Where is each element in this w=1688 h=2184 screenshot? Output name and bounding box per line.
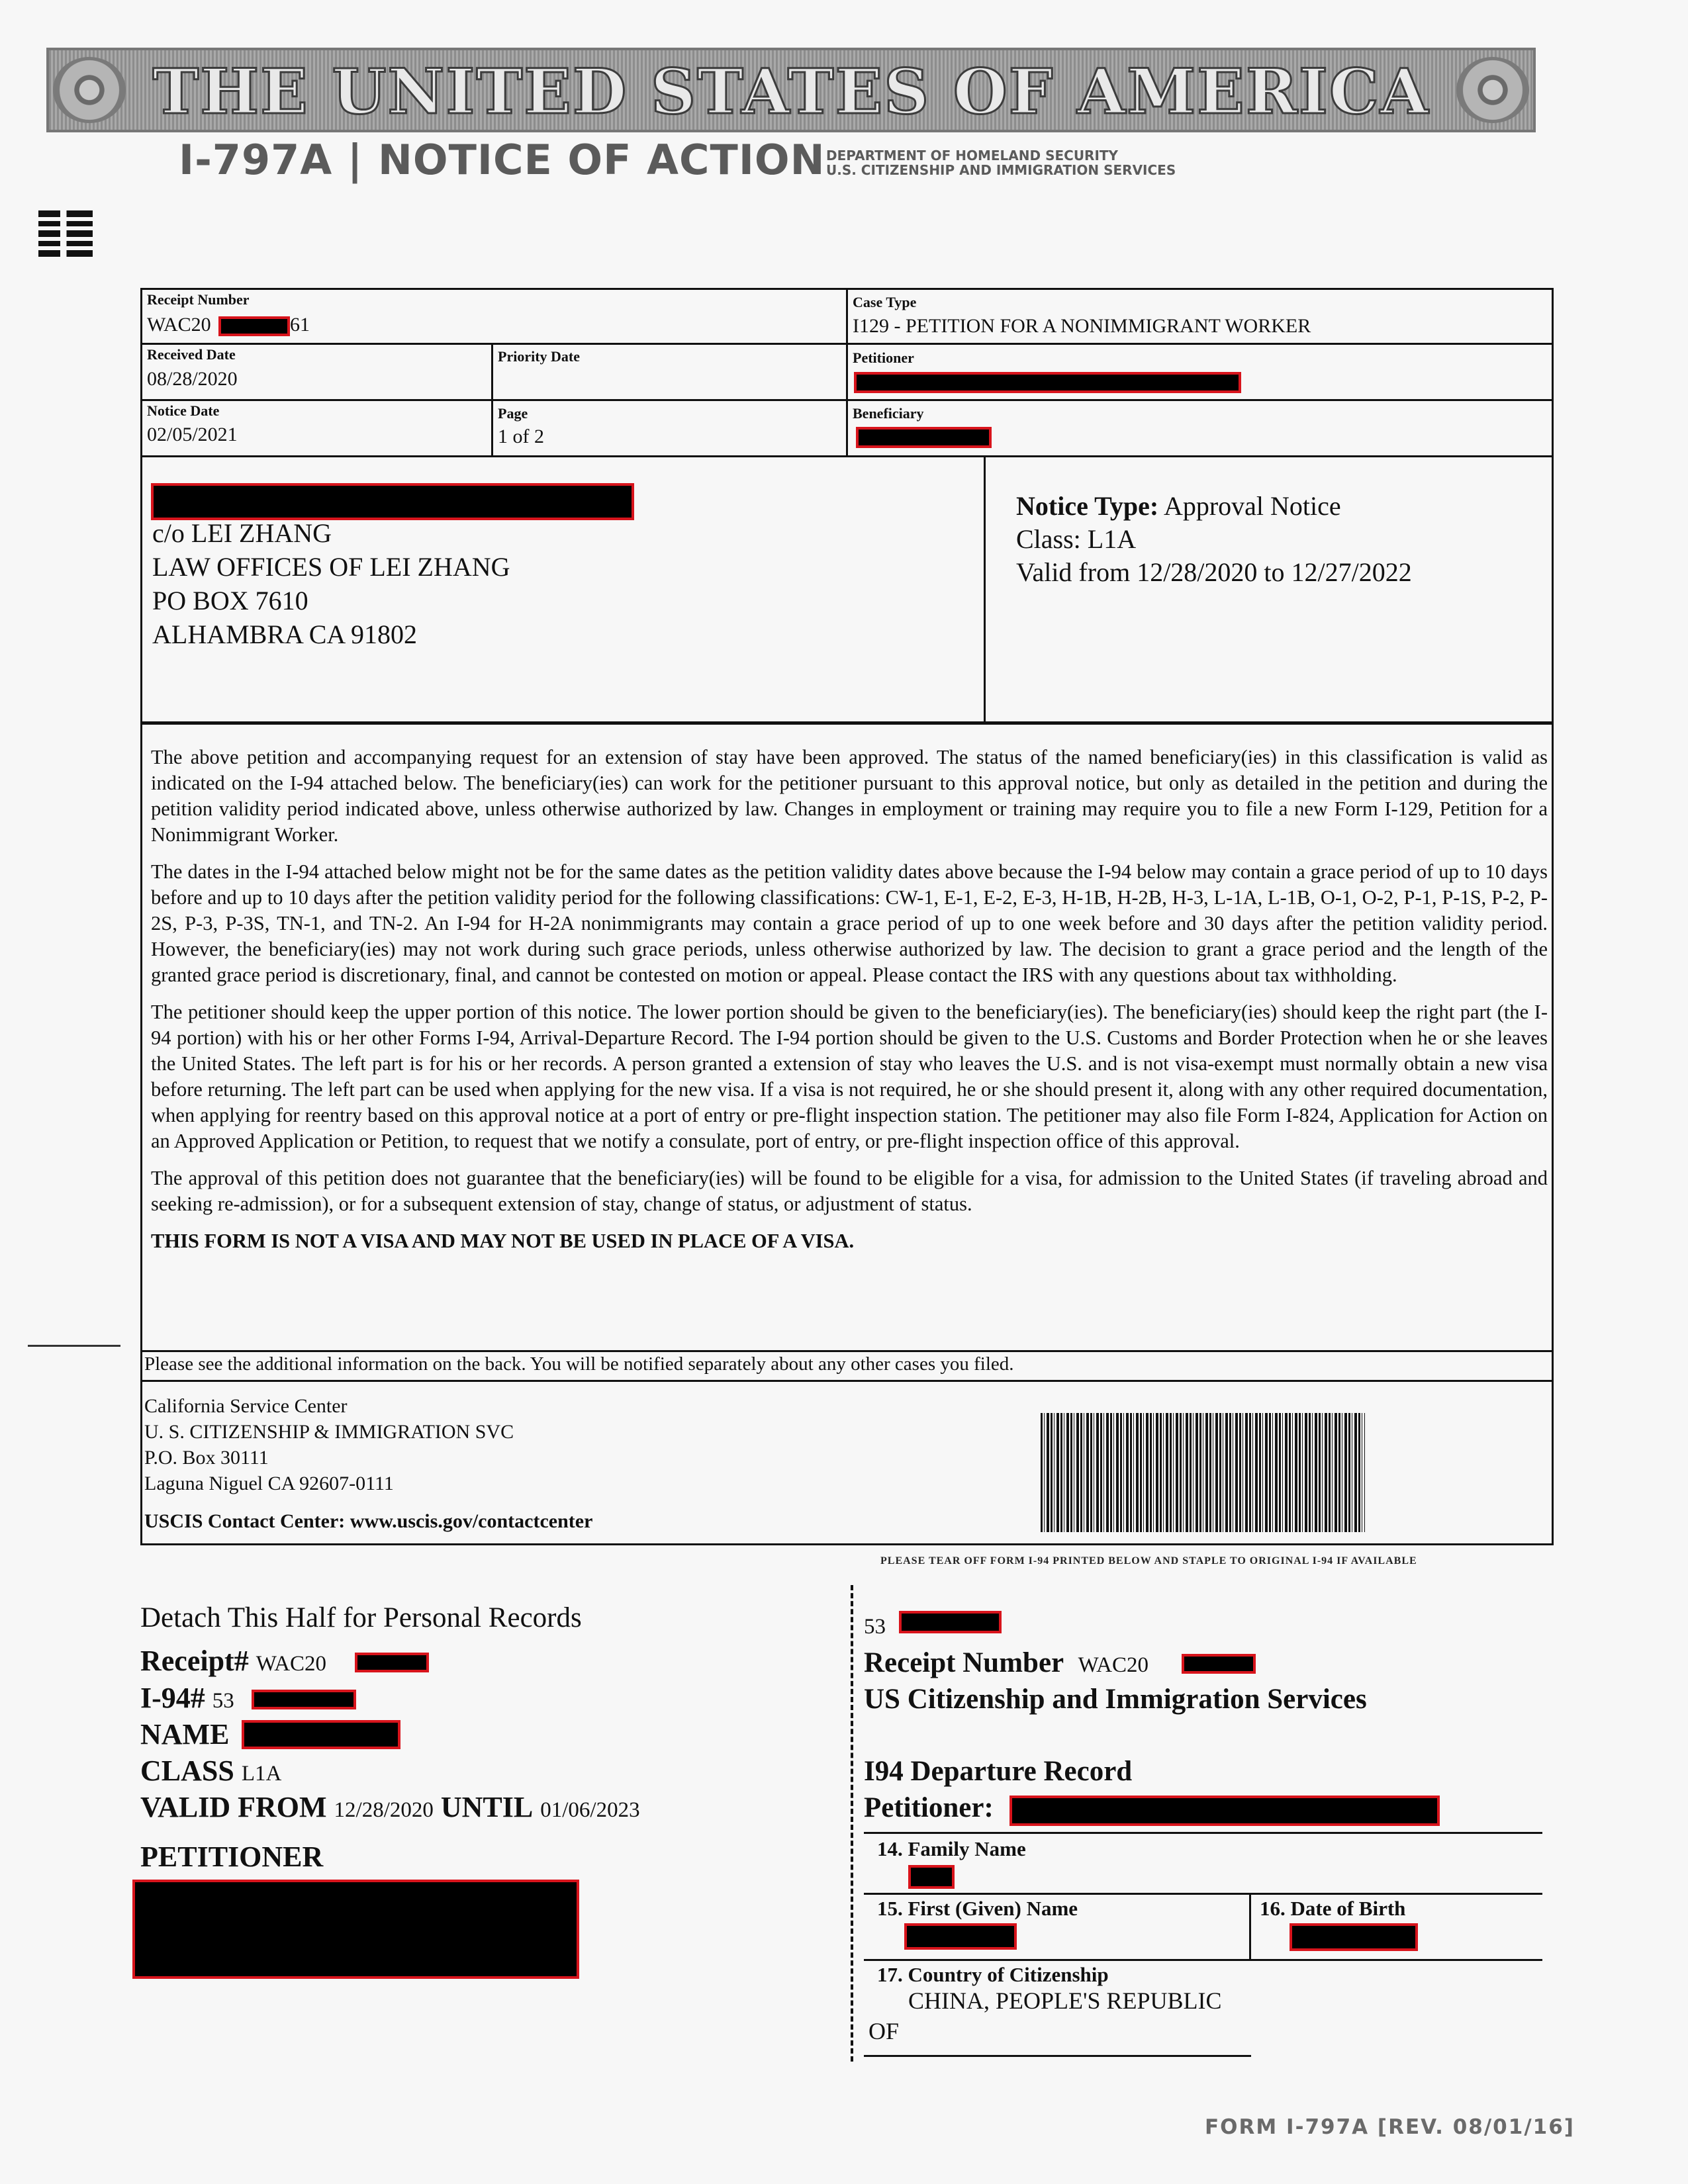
mailing-address: c/o LEI ZHANG LAW OFFICES OF LEI ZHANG PO BOX 7610 ALHAMBRA CA 91802	[152, 518, 510, 649]
redacted-stub-i94	[252, 1690, 356, 1709]
receipt-number-prefix: WAC20	[147, 314, 211, 336]
redacted-i94-number	[899, 1611, 1002, 1633]
dob-label: 16. Date of Birth	[1260, 1897, 1406, 1920]
i94-petitioner-label: Petitioner:	[864, 1792, 994, 1823]
notice-date-label: Notice Date	[147, 402, 220, 419]
service-center-address: California Service Center U. S. CITIZENSHIP & IMMIGRATION SVC P.O. Box 30111 Laguna Niguel CA 92607-0111	[144, 1395, 514, 1494]
redacted-i94-receipt	[1182, 1654, 1256, 1674]
family-name-label: 14. Family Name	[877, 1837, 1026, 1860]
contact-center: USCIS Contact Center: www.uscis.gov/contactcenter	[144, 1510, 593, 1532]
i94-receipt: Receipt Number WAC20	[864, 1647, 1149, 1678]
redacted-family-name	[908, 1865, 955, 1889]
page-number: 1 of 2	[498, 426, 544, 447]
received-date: 08/28/2020	[147, 368, 238, 390]
additional-info: Please see the additional information on the back. You will be notified separately about any other cases you filed.	[144, 1353, 1014, 1375]
form-title: I-797A | NOTICE OF ACTION	[179, 136, 825, 184]
stub-class: CLASS L1A	[140, 1754, 282, 1787]
priority-date-label: Priority Date	[498, 348, 580, 365]
datamatrix-code	[38, 206, 93, 257]
stub-i94: I-94# 53	[140, 1682, 234, 1714]
redacted-addressee	[151, 483, 634, 520]
stub-name-label: NAME	[140, 1718, 230, 1751]
barcode	[1041, 1413, 1365, 1532]
received-date-label: Received Date	[147, 346, 236, 363]
redacted-first-name	[904, 1923, 1017, 1950]
i94-record-title: I94 Departure Record	[864, 1756, 1133, 1787]
first-name-label: 15. First (Given) Name	[877, 1897, 1078, 1920]
country-line1: CHINA, PEOPLE'S REPUBLIC	[908, 1987, 1222, 2014]
country-line2: OF	[868, 2018, 900, 2044]
country-label: 17. Country of Citizenship	[877, 1963, 1109, 1986]
redacted-dob	[1289, 1923, 1418, 1951]
redacted-beneficiary	[856, 427, 992, 448]
redacted-i94-petitioner	[1009, 1796, 1440, 1826]
banner-title: THE UNITED STATES OF AMERICA	[152, 56, 1430, 128]
notice-date: 02/05/2021	[147, 424, 238, 445]
petitioner-label: Petitioner	[853, 349, 914, 366]
case-type: I129 - PETITION FOR A NONIMMIGRANT WORKER	[853, 315, 1311, 337]
redacted-petitioner	[854, 372, 1241, 393]
approval-terms: The above petition and accompanying request for an extension of stay have been approved. The status of the named beneficiary(ies) in this classification is valid as indicated on the I-94 attached below. The beneficiary(ies) can work for the petitioner pursuant to this approval notice, but only as detailed in the petition and during the petition validity period indicated above, unless otherwise authorized by law. Changes in employment or training may require you to file a new Form I-129, Petition for a Nonimmigrant Worker. The dates in the I-94 attached below might not be for the same dates as the petition validity dates above because the I-94 below may contain a grace period of up to 10 days before and up to 10 days after the petition validity period for the following classifications: CW-1, E-1, E-2, E-3, H-1B, H-2B, H-3, L-1A, L-1B, O-1, O-2, P-1, P-1S, P-2, P-2S, P-3, P-3S, TN-1, and TN-2. An I-94 for H-2A nonimmigrants may contain a grace period of up to one week before and 30 days after the petition validity period. However, the beneficiary(ies) may not work during such grace periods, unless otherwise authorized by law. The decision to grant a grace period and the length of the granted grace period is discretionary, final, and cannot be contested on motion or appeal. Please contact the IRS with any questions about tax withholding. The petitioner should keep the upper portion of this notice. The lower portion should be given to the beneficiary(ies). The beneficiary(ies) should keep the right part (the I-94 portion) with his or her other Forms I-94, Arrival-Departure Record. The I-94 portion should be given to the U.S. Customs and Border Protection when he or she leaves the United States. The left part is for his or her records. A person granted a extension of stay who leaves the U.S. and is not visa-exempt must normally obtain a new visa before returning. The left part can be used when applying for the new visa. If a visa is not required, he or she should present it, along with any other required documentation, when applying for reentry based on this approval notice at a port of entry or pre-flight inspection station. The petitioner may also file Form I-824, Application for Action on an Approved Application or Petition, to request that we notify a consulate, port of entry, or pre-flight inspection office of this approval. The approval of this petition does not guarantee that the beneficiary(ies) will be found to be eligible for a visa, for admission to the United States (if traveling abroad and seeking re-admission), or for a subsequent extension of stay, change of status, or adjustment of status. THIS FORM IS NOT A VISA AND MAY NOT BE USED IN PLACE OF A VISA.	[151, 745, 1548, 1265]
case-type-label: Case Type	[853, 294, 917, 310]
tear-line	[851, 1585, 853, 2062]
stub-validity: VALID FROM 12/28/2020 UNTIL 01/06/2023	[140, 1791, 640, 1823]
detach-title: Detach This Half for Personal Records	[140, 1602, 582, 1633]
form-footer: FORM I-797A [REV. 08/01/16]	[1205, 2115, 1575, 2139]
redacted-receipt	[218, 316, 290, 336]
redacted-stub-petitioner	[132, 1880, 579, 1979]
department-name: DEPARTMENT OF HOMELAND SECURITY U.S. CITIZENSHIP AND IMMIGRATION SERVICES	[826, 148, 1176, 178]
receipt-number-label: Receipt Number	[147, 291, 250, 308]
receipt-number-suffix: 61	[290, 314, 310, 336]
page-label: Page	[498, 405, 528, 422]
beneficiary-label: Beneficiary	[853, 405, 924, 422]
banner	[46, 48, 1536, 132]
visa-warning: THIS FORM IS NOT A VISA AND MAY NOT BE USED IN PLACE OF A VISA.	[151, 1230, 855, 1252]
redacted-stub-name	[242, 1720, 400, 1749]
i94-number: 53	[864, 1615, 886, 1639]
stub-petitioner-label: PETITIONER	[140, 1841, 324, 1873]
redacted-stub-receipt	[355, 1653, 429, 1672]
i94-agency: US Citizenship and Immigration Services	[864, 1684, 1367, 1715]
fold-mark	[28, 1345, 120, 1347]
stub-receipt: Receipt# WAC20	[140, 1645, 327, 1677]
tear-off-instruction: PLEASE TEAR OFF FORM I-94 PRINTED BELOW AND STAPLE TO ORIGINAL I-94 IF AVAILABLE	[880, 1555, 1417, 1567]
notice-summary: Notice Type: Approval Notice Class: L1A Valid from 12/28/2020 to 12/27/2022	[1016, 491, 1412, 587]
